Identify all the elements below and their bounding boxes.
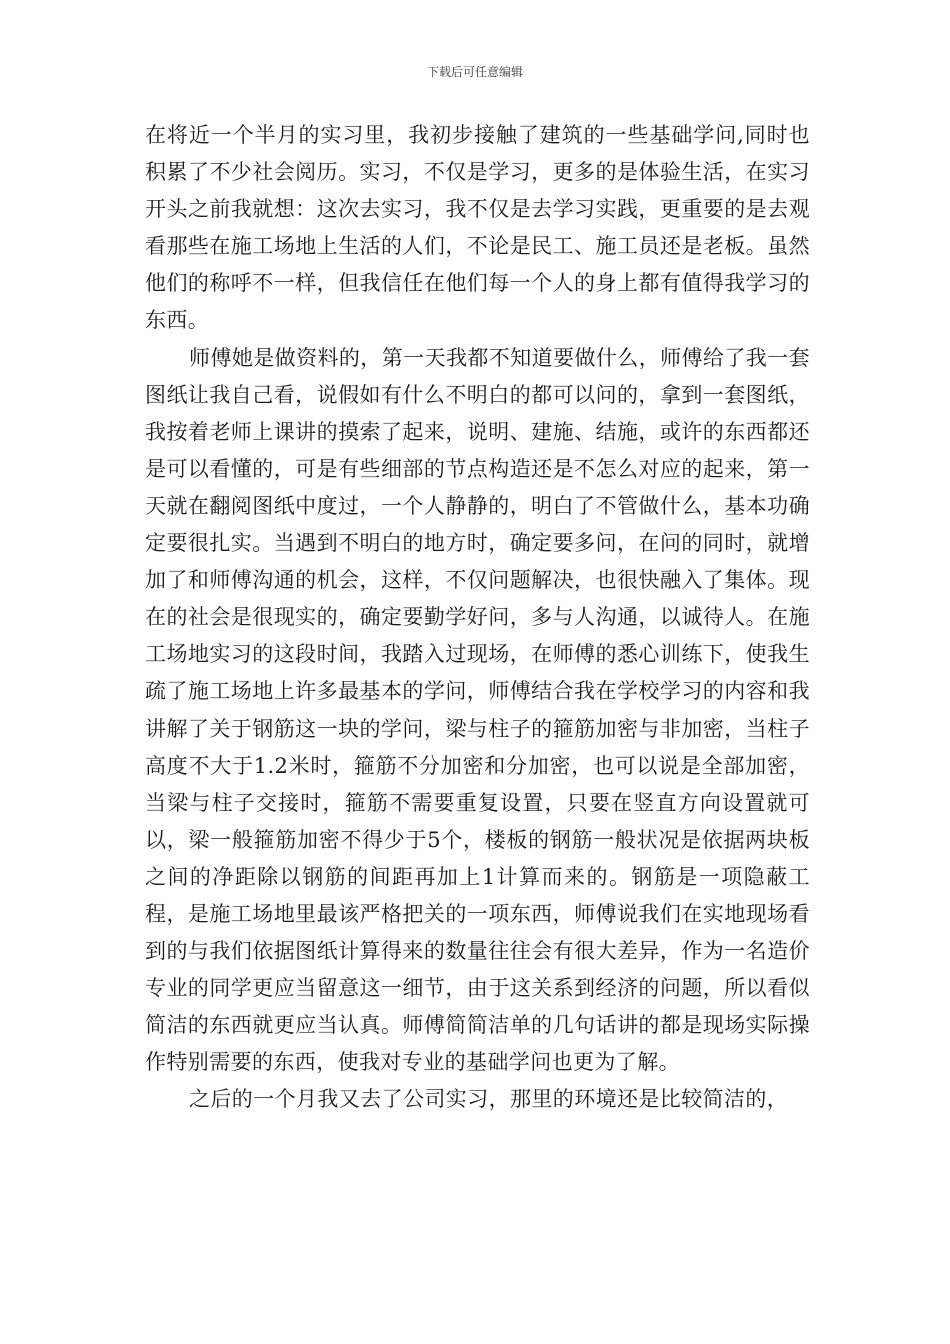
document-body	[145, 117, 810, 1119]
page-header: 下载后可任意编辑	[426, 65, 523, 79]
paragraph-3: 之后的一个月我又去了公司实习，那里的环境还是比较简洁的，	[189, 1087, 789, 1112]
paragraph-2: 师傅她是做资料的，第一天我都不知道要做什么，师傅给了我一套图纸让我自己看，说假如有什么不明白的都可以问的，拿到一套图纸，我按着老师上课讲的摸索了起来，说明、建施、结施，或许的东西都还是可以看懂的，可是有些细部的节点构造还是不怎么对应的起来，第一天就在翻阅图纸中度过，一个人静静的，明白了不管做什么，基本功确定要很扎实。当遇到不明白的地方时，确定要多问，在问的同时，就增加了和师傅沟通的机会，这样，不仅问题解决，也很快融入了集体。现在的社会是很现实的，确定要勤学好问，多与人沟通，以诚待人。在施工场地实习的这段时间，我踏入过现场，在师傅的悉心训练下，使我生疏了施工场地上许多最基本的学问，师傅结合我在学校学习的内容和我讲解了关于钢筋这一块的学问，梁与柱子的箍筋加密与非加密，当柱子高度不大于1.2米时，箍筋不分加密和分加密，也可以说是全部加密，当梁与柱子交接时，箍筋不需要重复设置，只要在竖直方向设置就可以，梁一般箍筋加密不得少于5个，楼板的钢筋一般状况是依据两块板之间的净距除以钢筋的间距再加上1计算而来的。钢筋是一项隐蔽工程，是施工场地里最该严格把关的一项东西，师傅说我们在实地现场看到的与我们依据图纸计算得来的数量往往会有很大差异，作为一名造价专业的同学更应当留意这一细节，由于这关系到经济的问题，所以看似简洁的东西就更应当认真。师傅简简洁单的几句话讲的都是现场实际操作特别需要的东西，使我对专业的基础学问也更为了解。	[145, 345, 810, 1075]
paragraph-1: 在将近一个半月的实习里，我初步接触了建筑的一些基础学问,同时也积累了不少社会阅历。实习，不仅是学习，更多的是体验生活，在实习开头之前我就想：这次去实习，我不仅是去学习实践，更重要的是去观看那些在施工场地上生活的人们，不论是民工、施工员还是老板。虽然他们的称呼不一样，但我信任在他们每一个人的身上都有值得我学习的东西。	[145, 123, 810, 333]
